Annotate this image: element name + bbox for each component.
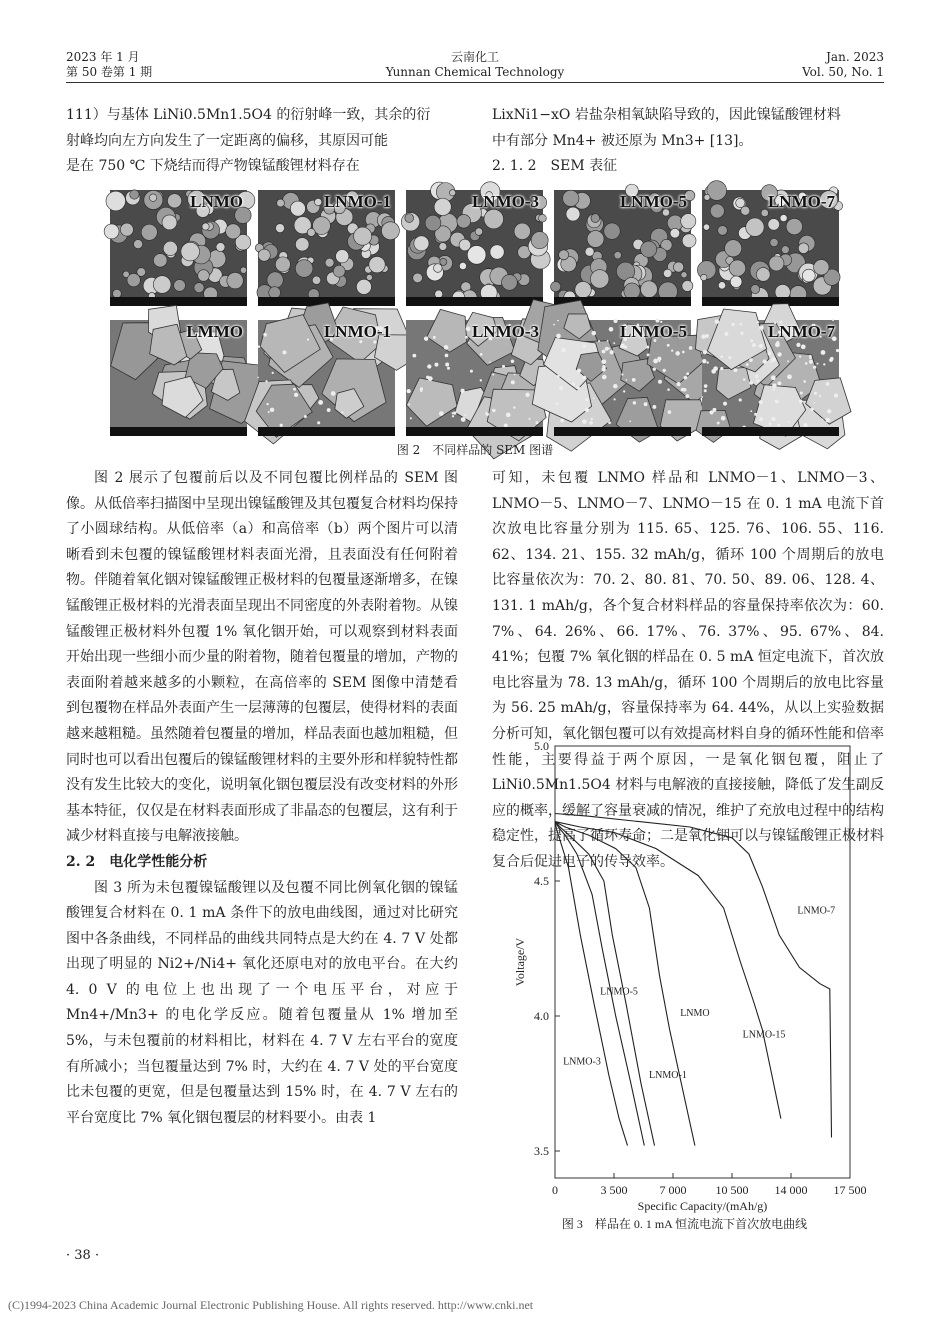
- journal-title: 云南化工: [450, 50, 499, 64]
- sem-image: [258, 320, 395, 436]
- sem-sample-label: LNMO-1: [323, 192, 391, 211]
- series-line-lnmo-1: [555, 822, 655, 1146]
- volume-issue-en: Vol. 50, No. 1: [802, 65, 884, 79]
- series-label: LNMO-15: [742, 1029, 786, 1041]
- section-heading-electrochem: 2. 2 电化学性能分析: [66, 853, 208, 870]
- paragraph-capacity-results: 可知，未包覆 LNMO 样品和 LNMO－1、LNMO－3、LNMO－5、LNMO－7、LNMO－15 在 0. 1 mA 电流下首次放电比容量分别为 115. 65、125. 76、106. 55、116. 62、134. 21、155. 32 mAh/g，循环 100 个周期后的放电比容量依次为：70. 2、80. 81、70. 50、89. 06、128. 4、131. 1 mAh/g，各个复合材料样品的容量保持率依次为：60. 7%、64. 26%、66. 17%、76. 37%、95. 67%、84. 41%；包覆 7% 氧化铟的样品在 0. 5 mA 恒定电流下，首次放电比容量为 78. 13 mAh/g，循环 100 个周期后的放电比容量为 56. 25 mAh/g，容量保持率为 64. 44%，从以上实验数据分析可知，氧化铟包覆可以有效提高材料自身的循环性能和倍率性能，主要得益于两个原因，一是氧化铟包覆，阻止了 LiNi0.5Mn1.5O4 材料与电解液的直接接触，降低了发生副反应的概率，缓解了容量衰减的情况，维护了充放电过程中的结构稳定性，提高了循环寿命；二是氧化铟可以与镍锰酸锂正极材料复合后促进电子的传导效率。: [492, 470, 884, 870]
- sem-scalebar: [702, 297, 839, 306]
- plot-frame: [555, 746, 850, 1178]
- sem-image: [554, 190, 691, 306]
- x-tick-label: 3 500: [600, 1183, 628, 1197]
- issue-date-en: Jan. 2023: [826, 50, 884, 64]
- discharge-chart: [510, 738, 870, 1231]
- sem-image: [702, 190, 839, 306]
- sem-scalebar: [110, 427, 247, 436]
- series-label: LNMO-5: [600, 986, 638, 998]
- y-tick-label: 5.0: [534, 739, 549, 753]
- text-line: LixNi1−xO 岩盐杂相氧缺陷导致的，因此镍锰酸锂材料: [492, 107, 841, 123]
- sem-image: [110, 320, 247, 436]
- sem-scalebar: [110, 297, 247, 306]
- issue-date: 2023 年 1 月: [66, 50, 140, 64]
- journal-title-en: Yunnan Chemical Technology: [385, 65, 565, 79]
- page-number: · 38 ·: [66, 1248, 100, 1263]
- section-heading-sem: 2. 1. 2 SEM 表征: [492, 158, 618, 175]
- x-tick-label: 10 500: [715, 1183, 749, 1197]
- sem-figure: [110, 190, 840, 440]
- sem-sample-label: LNMO-1: [323, 322, 391, 341]
- header-center: [375, 50, 575, 80]
- top-left-text: [66, 103, 458, 180]
- header-rule: [66, 82, 884, 83]
- series-line-lnmo-5: [555, 822, 644, 1146]
- series-label: LNMO-1: [649, 1070, 687, 1082]
- sem-sample-label: LNMO-5: [619, 322, 687, 341]
- figure3-caption: 图 3 样品在 0. 1 mA 恒流电流下首次放电曲线: [561, 1217, 808, 1231]
- copyright-line: (C)1994-2023 China Academic Journal Electronic Publishing House. All rights reserved. http://www.cnki.net: [8, 1298, 534, 1312]
- x-axis-label: Specific Capacity/(mAh/g): [637, 1199, 768, 1213]
- text-line: 中有部分 Mn4+ 被还原为 Mn3+ [13]。: [492, 132, 753, 149]
- y-axis-label: Voltage/V: [513, 937, 527, 987]
- text-line: 111）与基体 LiNi0.5Mn1.5O4 的衍射峰一致，其余的衍: [66, 107, 431, 123]
- sem-image: [110, 190, 247, 306]
- volume-issue: 第 50 卷第 1 期: [66, 65, 153, 79]
- sem-image: [702, 320, 839, 436]
- series-label: LNMO: [680, 1008, 710, 1019]
- header-right: [802, 50, 884, 80]
- text-line: 射峰均向左方向发生了一定距离的偏移，其原因可能: [66, 132, 388, 149]
- sem-sample-label: LNMO: [190, 192, 243, 211]
- sem-scalebar: [554, 427, 691, 436]
- left-column: [66, 466, 458, 1131]
- y-tick-label: 4.5: [534, 874, 549, 888]
- paragraph-sem-analysis: 图 2 展示了包覆前后以及不同包覆比例样品的 SEM 图像。从低倍率扫描图中呈现出镍锰酸锂及其包覆复合材料均保持了小圆球结构。从低倍率（a）和高倍率（b）两个图片可以清晰看到未包覆的镍锰酸锂材料表面光滑，且表面没有任何附着物。伴随着氧化铟对镍锰酸锂正极材料的包覆量逐渐增多，在镍锰酸锂正极材料的光滑表面呈现出不同密度的外表附着物。从镍锰酸锂正极材料外包覆 1% 氧化铟开始，可以观察到材料表面开始出现一些细小而少量的附着物，随着包覆量的增加，产物的表面附着越来越多的小颗粒，在高倍率的 SEM 图像中清楚看到包覆物在样品外表面产生一层薄薄的包覆层，使得材料的表面越来越粗糙。虽然随着包覆量的增加，样品表面也越加粗糙，但同时也可以看出包覆后的镍锰酸锂材料的主要外形和样貌特性都没有发生比较大的变化，说明氧化铟包覆层没有改变材料的外形基本特征，仅仅是在材料表面形成了非晶态的包覆层，这有利于减少材料直接与电解液接触。: [66, 470, 458, 845]
- sem-image: [406, 320, 543, 436]
- sem-sample-label: LNMO-3: [471, 192, 539, 211]
- y-tick-label: 3.5: [534, 1144, 549, 1158]
- sem-scalebar: [406, 297, 543, 306]
- x-tick-label: 14 000: [774, 1183, 808, 1197]
- x-tick-label: 17 500: [833, 1183, 867, 1197]
- sem-sample-label: LNMO-5: [619, 192, 687, 211]
- sem-image: [406, 190, 543, 306]
- paragraph-discharge-curves: 图 3 所为未包覆镍锰酸锂以及包覆不同比例氧化铟的镍锰酸锂复合材料在 0. 1 mA 条件下的放电曲线图，通过对比研究图中各条曲线，不同样品的曲线共同特点是大约在 4. 7 V 处都出现了明显的 Ni2+/Ni4+ 氧化还原电对的放电平台。在大约 4. 0 V 的电位上也出现了一个电压平台，对应于 Mn4+/Mn3+ 的电化学反应。随着包覆量从 1% 增加至 5%，与未包覆前的材料相比，材料在 4. 7 V 左右平台的宽度有所减小；当包覆量达到 7% 时，大约在 4. 7 V 处的平台宽度比未包覆的更宽，但是包覆量达到 15% 时，在 4. 7 V 左右的平台宽度比 7% 氧化铟包覆层的材料要小。由表 1: [66, 879, 458, 1126]
- sem-sample-label: LNMO-3: [471, 322, 539, 341]
- y-tick-label: 4.0: [534, 1009, 549, 1023]
- sem-sample-label: LMMO: [186, 322, 243, 341]
- x-tick-label: 7 000: [659, 1183, 687, 1197]
- series-label: LNMO-7: [797, 905, 836, 917]
- series-line-lnmo-3: [555, 822, 628, 1146]
- sem-sample-label: LNMO-7: [767, 192, 835, 211]
- series-line-lnmo-7: [555, 814, 832, 1138]
- sem-scalebar: [702, 427, 839, 436]
- top-right-text: [492, 103, 884, 180]
- sem-scalebar: [258, 427, 395, 436]
- text-line: 是在 750 ℃ 下烧结而得产物镍锰酸锂材料存在: [66, 158, 360, 175]
- sem-image: [554, 320, 691, 436]
- x-tick-label: 0: [552, 1183, 558, 1197]
- series-line-lnmo: [555, 822, 695, 1146]
- series-label: LNMO-3: [563, 1056, 601, 1068]
- figure2-caption: 图 2 不同样品的 SEM 图谱: [396, 443, 554, 457]
- sem-sample-label: LNMO-7: [767, 322, 835, 341]
- header-left: [66, 50, 152, 80]
- sem-scalebar: [406, 427, 543, 436]
- sem-image: [258, 190, 395, 306]
